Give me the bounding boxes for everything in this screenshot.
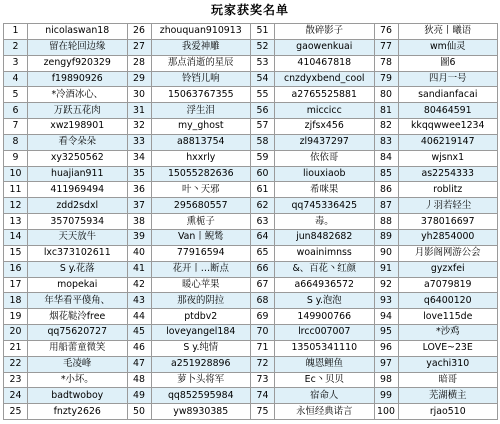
rank-number: 18 — [4, 293, 28, 309]
winner-name: 留在轮回边缘 — [28, 39, 128, 55]
winner-name: yw8930385 — [151, 404, 251, 420]
winner-name: roblitz — [398, 182, 498, 198]
rank-number: 60 — [251, 166, 275, 182]
winner-name: 暖心苹果 — [151, 277, 251, 293]
rank-number: 5 — [4, 87, 28, 103]
winner-name: yh2854000 — [398, 229, 498, 245]
rank-number: 46 — [127, 340, 151, 356]
rank-number: 86 — [374, 182, 398, 198]
rank-number: 12 — [4, 198, 28, 214]
winner-name: 芜湖横主 — [398, 388, 498, 404]
table-row — [4, 309, 498, 325]
rank-number: 75 — [251, 404, 275, 420]
winner-name: my_ghost — [151, 119, 251, 135]
winner-name: ptdbv2 — [151, 309, 251, 325]
winner-name: 378016697 — [398, 214, 498, 230]
rank-number: 56 — [251, 103, 275, 119]
rank-number: 11 — [4, 182, 28, 198]
rank-number: 40 — [127, 245, 151, 261]
rank-number: 4 — [4, 71, 28, 87]
rank-number: 74 — [251, 388, 275, 404]
rank-number: 37 — [127, 198, 151, 214]
winner-name: miccicc — [275, 103, 375, 119]
rank-number: 3 — [4, 55, 28, 71]
table-row — [4, 39, 498, 55]
winner-name: zl9437297 — [275, 134, 375, 150]
winner-name: 年华看平傻角、 — [28, 293, 128, 309]
winner-name: q6400120 — [398, 293, 498, 309]
winner-name: wjsnx1 — [398, 150, 498, 166]
rank-number: 62 — [251, 198, 275, 214]
winner-name: f19890926 — [28, 71, 128, 87]
winner-name: qq75620727 — [28, 325, 128, 341]
rank-number: 26 — [127, 24, 151, 40]
table-row — [4, 198, 498, 214]
winner-name: 毒。 — [275, 214, 375, 230]
winner-name: 熏栀子 — [151, 214, 251, 230]
winner-name: 烟花鞑泠free — [28, 309, 128, 325]
rank-number: 64 — [251, 229, 275, 245]
rank-number: 48 — [127, 372, 151, 388]
winner-name: 天天放牛 — [28, 229, 128, 245]
winner-name: a8813754 — [151, 134, 251, 150]
winner-name: 希咪果 — [275, 182, 375, 198]
winner-name: huajian911 — [28, 166, 128, 182]
rank-number: 25 — [4, 404, 28, 420]
winner-name: loveyangel184 — [151, 325, 251, 341]
winner-name: as2254333 — [398, 166, 498, 182]
rank-number: 6 — [4, 103, 28, 119]
table-row — [4, 24, 498, 40]
rank-number: 47 — [127, 356, 151, 372]
winner-name: 宿命人 — [275, 388, 375, 404]
rank-number: 84 — [374, 150, 398, 166]
rank-number: 77 — [374, 39, 398, 55]
table-row — [4, 134, 498, 150]
winner-name: cnzdyxbend_cool — [275, 71, 375, 87]
rank-number: 8 — [4, 134, 28, 150]
winner-name: liouxiaob — [275, 166, 375, 182]
table-row — [4, 87, 498, 103]
winner-name: a664936572 — [275, 277, 375, 293]
winner-name: 406219147 — [398, 134, 498, 150]
winner-name: kkqqwwee1234 — [398, 119, 498, 135]
rank-number: 85 — [374, 166, 398, 182]
table-row — [4, 150, 498, 166]
rank-number: 80 — [374, 87, 398, 103]
table-row — [4, 340, 498, 356]
rank-number: 100 — [374, 404, 398, 420]
rank-number: 21 — [4, 340, 28, 356]
winner-name: &、百花丶红颜 — [275, 261, 375, 277]
rank-number: 32 — [127, 119, 151, 135]
table-row — [4, 277, 498, 293]
table-row — [4, 103, 498, 119]
winner-name: 149900766 — [275, 309, 375, 325]
rank-number: 92 — [374, 277, 398, 293]
winner-name: 15063767355 — [151, 87, 251, 103]
table-row — [4, 356, 498, 372]
winner-name: 万跃五花肉 — [28, 103, 128, 119]
rank-number: 91 — [374, 261, 398, 277]
winner-name: yachi310 — [398, 356, 498, 372]
winner-name: fnzty2626 — [28, 404, 128, 420]
winner-name: a251928896 — [151, 356, 251, 372]
rank-number: 97 — [374, 356, 398, 372]
rank-number: 42 — [127, 277, 151, 293]
rank-number: 34 — [127, 150, 151, 166]
rank-number: 98 — [374, 372, 398, 388]
page-title: 玩家获奖名单 — [210, 3, 289, 17]
winner-name: 410467818 — [275, 55, 375, 71]
rank-number: 89 — [374, 229, 398, 245]
rank-number: 20 — [4, 325, 28, 341]
rank-number: 35 — [127, 166, 151, 182]
winner-name: zdd2sdxl — [28, 198, 128, 214]
rank-number: 9 — [4, 150, 28, 166]
winner-name: 我爱神雕 — [151, 39, 251, 55]
rank-number: 31 — [127, 103, 151, 119]
winner-name: S y.泡泡 — [275, 293, 375, 309]
winner-name: rjao510 — [398, 404, 498, 420]
winner-name: a7079819 — [398, 277, 498, 293]
winner-name: 铃铛儿响 — [151, 71, 251, 87]
winner-name: zhouquan910913 — [151, 24, 251, 40]
winner-name: qq745336425 — [275, 198, 375, 214]
winner-name: 浮生泪 — [151, 103, 251, 119]
rank-number: 43 — [127, 293, 151, 309]
rank-number: 36 — [127, 182, 151, 198]
winner-name: 那点消逝的星辰 — [151, 55, 251, 71]
winner-name: 77916594 — [151, 245, 251, 261]
winner-name: woainimnss — [275, 245, 375, 261]
winner-name: 依依哥 — [275, 150, 375, 166]
rank-number: 53 — [251, 55, 275, 71]
winner-name: 毛凌峰 — [28, 356, 128, 372]
table-row — [4, 404, 498, 420]
rank-number: 95 — [374, 325, 398, 341]
winner-name: xwz198901 — [28, 119, 128, 135]
winner-name: *沙鸡 — [398, 325, 498, 341]
rank-number: 33 — [127, 134, 151, 150]
winner-name: 圖6 — [398, 55, 498, 71]
winner-name: 用船蕾童微笑 — [28, 340, 128, 356]
rank-number: 24 — [4, 388, 28, 404]
winner-name: zjfsx456 — [275, 119, 375, 135]
winner-name: mopekai — [28, 277, 128, 293]
winner-name: wm仙灵 — [398, 39, 498, 55]
winner-name: hxxrly — [151, 150, 251, 166]
winner-name: a2765525881 — [275, 87, 375, 103]
rank-number: 67 — [251, 277, 275, 293]
winner-name: gyzxfei — [398, 261, 498, 277]
winner-name: 295680557 — [151, 198, 251, 214]
winner-name: 丿羽若轻尘 — [398, 198, 498, 214]
rank-number: 90 — [374, 245, 398, 261]
rank-number: 72 — [251, 356, 275, 372]
winner-name: 狄亮丨曦语 — [398, 24, 498, 40]
rank-number: 61 — [251, 182, 275, 198]
rank-number: 55 — [251, 87, 275, 103]
winner-name: lxc373102611 — [28, 245, 128, 261]
rank-number: 44 — [127, 309, 151, 325]
rank-number: 87 — [374, 198, 398, 214]
rank-number: 16 — [4, 261, 28, 277]
table-row — [4, 119, 498, 135]
rank-number: 7 — [4, 119, 28, 135]
winner-name: S y.纯情 — [151, 340, 251, 356]
winner-name: gaowenkuai — [275, 39, 375, 55]
winner-name: love115de — [398, 309, 498, 325]
rank-number: 29 — [127, 71, 151, 87]
rank-number: 1 — [4, 24, 28, 40]
rank-number: 49 — [127, 388, 151, 404]
rank-number: 17 — [4, 277, 28, 293]
winner-name: 13505341110 — [275, 340, 375, 356]
winner-name: 那夜的阴拉 — [151, 293, 251, 309]
winner-name: Ec丶贝贝 — [275, 372, 375, 388]
rank-number: 70 — [251, 325, 275, 341]
rank-number: 63 — [251, 214, 275, 230]
rank-number: 28 — [127, 55, 151, 71]
rank-number: 82 — [374, 119, 398, 135]
winner-name: 411969494 — [28, 182, 128, 198]
rank-number: 52 — [251, 39, 275, 55]
rank-number: 93 — [374, 293, 398, 309]
table-row — [4, 229, 498, 245]
rank-number: 10 — [4, 166, 28, 182]
winner-name: *小坏。 — [28, 372, 128, 388]
winner-name: badtwoboy — [28, 388, 128, 404]
winner-name: 80464591 — [398, 103, 498, 119]
winner-name: 看令朵朵 — [28, 134, 128, 150]
winner-name: sandianfacai — [398, 87, 498, 103]
rank-number: 76 — [374, 24, 398, 40]
rank-number: 88 — [374, 214, 398, 230]
rank-number: 59 — [251, 150, 275, 166]
rank-number: 83 — [374, 134, 398, 150]
rank-number: 54 — [251, 71, 275, 87]
winner-name: 月影阁网游公会 — [398, 245, 498, 261]
winner-name: 魄恩鲤鱼 — [275, 356, 375, 372]
table-row — [4, 166, 498, 182]
rank-number: 66 — [251, 261, 275, 277]
winner-name: 357075934 — [28, 214, 128, 230]
winner-name: nicolaswan18 — [28, 24, 128, 40]
rank-number: 38 — [127, 214, 151, 230]
rank-number: 39 — [127, 229, 151, 245]
rank-number: 65 — [251, 245, 275, 261]
rank-number: 78 — [374, 55, 398, 71]
winner-name: qq852595984 — [151, 388, 251, 404]
table-row — [4, 388, 498, 404]
rank-number: 27 — [127, 39, 151, 55]
winner-name: zengyf920329 — [28, 55, 128, 71]
winner-name: 叶丶天邪 — [151, 182, 251, 198]
rank-number: 99 — [374, 388, 398, 404]
rank-number: 96 — [374, 340, 398, 356]
rank-number: 23 — [4, 372, 28, 388]
rank-number: 69 — [251, 309, 275, 325]
rank-number: 50 — [127, 404, 151, 420]
rank-number: 2 — [4, 39, 28, 55]
rank-number: 81 — [374, 103, 398, 119]
table-row — [4, 71, 498, 87]
rank-number: 14 — [4, 229, 28, 245]
rank-number: 73 — [251, 372, 275, 388]
winner-name: lrcc007007 — [275, 325, 375, 341]
rank-number: 68 — [251, 293, 275, 309]
winner-name: S y.花落 — [28, 261, 128, 277]
winner-name: 15055282636 — [151, 166, 251, 182]
rank-number: 94 — [374, 309, 398, 325]
rank-number: 51 — [251, 24, 275, 40]
rank-number: 41 — [127, 261, 151, 277]
table-row — [4, 245, 498, 261]
winner-name: jun8482682 — [275, 229, 375, 245]
rank-number: 57 — [251, 119, 275, 135]
rank-number: 19 — [4, 309, 28, 325]
winner-name: *冷酒冰心、 — [28, 87, 128, 103]
table-row — [4, 261, 498, 277]
rank-number: 45 — [127, 325, 151, 341]
table-row — [4, 372, 498, 388]
winners-table — [3, 23, 498, 420]
rank-number: 79 — [374, 71, 398, 87]
table-row — [4, 214, 498, 230]
rank-number: 71 — [251, 340, 275, 356]
winner-name: 暗哥 — [398, 372, 498, 388]
rank-number: 13 — [4, 214, 28, 230]
winner-name: Van丨鲵鸶 — [151, 229, 251, 245]
table-row — [4, 55, 498, 71]
winner-name: LOVE~23E — [398, 340, 498, 356]
rank-number: 30 — [127, 87, 151, 103]
table-row — [4, 325, 498, 341]
rank-number: 58 — [251, 134, 275, 150]
rank-number: 15 — [4, 245, 28, 261]
winner-name: 散碎影子 — [275, 24, 375, 40]
table-row — [4, 182, 498, 198]
rank-number: 22 — [4, 356, 28, 372]
winner-name: 萝卜头将军 — [151, 372, 251, 388]
winner-name: 永恒经典诺言 — [275, 404, 375, 420]
winner-name: xy3250562 — [28, 150, 128, 166]
winner-name: 花开丨…断点 — [151, 261, 251, 277]
table-row — [4, 293, 498, 309]
winner-name: 四月一号 — [398, 71, 498, 87]
